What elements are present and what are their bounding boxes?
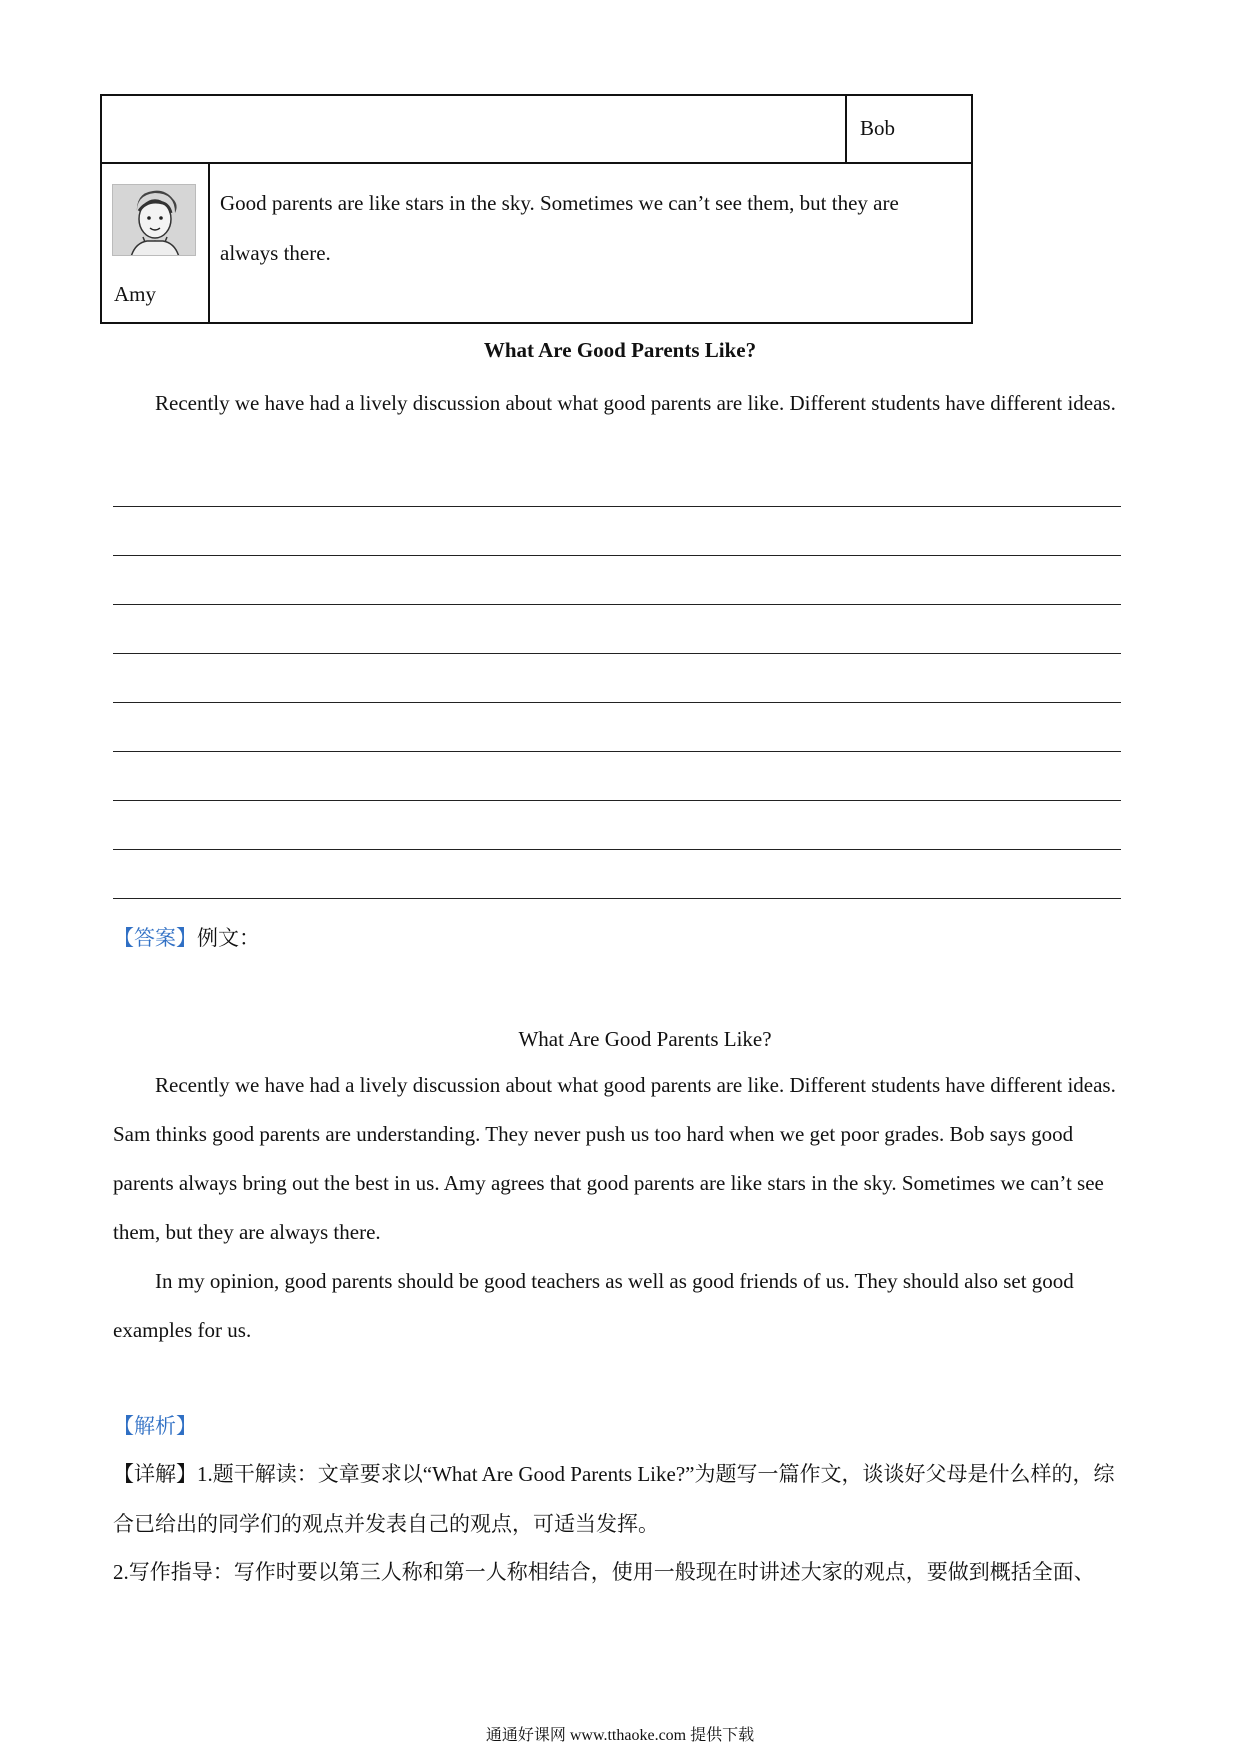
amy-portrait-icon [112,184,196,256]
writing-line [113,751,1121,752]
answer-label: 例文： [197,926,260,950]
writing-line [113,506,1121,507]
name-bob: Bob [860,116,896,140]
writing-line [113,898,1121,899]
writing-line [113,702,1121,703]
writing-line [113,800,1121,801]
task-intro: Recently we have had a lively discussion about what good parents are like. Different students have different ideas. [155,391,1116,415]
sample-paragraph-1: Recently we have had a lively discussion about what good parents are like. Different students have different ideas. Sam thinks good parents are understanding. They never push us too hard when we get poor grades. Bob says good parents always bring out the best in us. Amy agrees that good parents are like stars in the sky. Sometimes we can’t see them, but they are always there. [113,1073,1116,1244]
table-divider [102,162,971,164]
writing-line [113,604,1121,605]
task-title: What Are Good Parents Like? [483,338,757,362]
answer-heading [113,922,260,952]
table-divider [845,96,847,162]
sample-title: What Are Good Parents Like? [518,1027,772,1051]
name-amy: Amy [114,282,156,306]
writing-line [113,555,1121,556]
analysis-detail-1: 【详解】1.题干解读：文章要求以“What Are Good Parents Like?”为题写一篇作文，谈谈好父母是什么样的，综合已给出的同学们的观点并发表自己的观点，可适当发挥。 [113,1462,1115,1536]
page-footer: 通通好课网 www.tthaoke.com 提供下载 [485,1727,755,1744]
analysis-tag: 【解析】 [113,1414,197,1438]
writing-line [113,653,1121,654]
sample-paragraph-2: In my opinion, good parents should be good teachers as well as good friends of us. They should also set good examples for us. [113,1269,1074,1342]
writing-line [113,849,1121,850]
answer-tag: 【答案】 [113,926,197,950]
amy-quote: Good parents are like stars in the sky. Sometimes we can’t see them, but they are always there. [220,191,899,265]
opinion-table [100,94,973,324]
table-divider [208,162,210,322]
analysis-detail-2: 2.写作指导：写作时要以第三人称和第一人称相结合，使用一般现在时讲述大家的观点，要做到概括全面、 [113,1560,1095,1584]
